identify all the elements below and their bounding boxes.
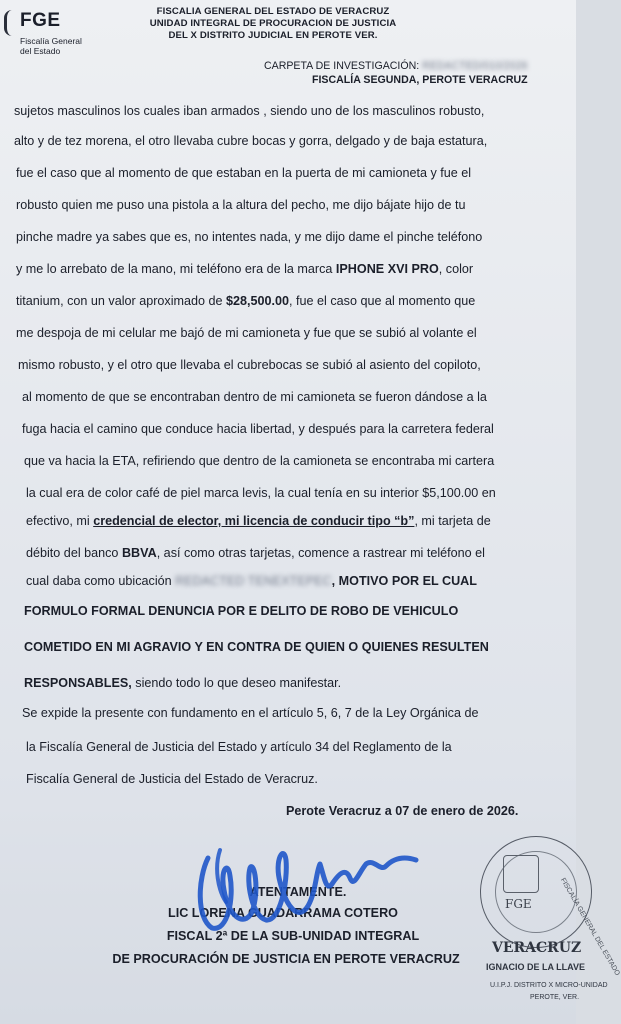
logo-name-line-1: Fiscalía General xyxy=(20,36,82,46)
header-line-3: DEL X DISTRITO JUDICIAL EN PEROTE VER. xyxy=(168,30,378,41)
body-line xyxy=(16,294,475,309)
prosecutor-office: FISCALÍA SEGUNDA, PEROTE VERACRUZ xyxy=(312,74,528,86)
stamp-line-2: IGNACIO DE LA LLAVE xyxy=(486,962,585,972)
body-line: mismo robusto, y el otro que llevaba el cubrebocas se subió al asiento del copiloto, xyxy=(18,358,481,372)
signer-title-1: FISCAL 2ª DE LA SUB-UNIDAD INTEGRAL xyxy=(166,929,420,943)
closing-salutation: ATENTAMENTE. xyxy=(249,885,347,899)
handwritten-signature xyxy=(190,820,430,940)
body-line: pinche madre ya sabes que es, no intentes nada, y me dijo dame el pinche teléfono xyxy=(16,230,483,244)
documents-list: credencial de elector, mi licencia de conducir tipo “b” xyxy=(93,514,415,528)
bank-name: BBVA xyxy=(121,546,157,560)
body-text: , color xyxy=(438,262,474,276)
body-line xyxy=(16,262,473,277)
body-line: Se expide la presente con fundamento en el artículo 5, 6, 7 de la Ley Orgánica de xyxy=(22,706,479,720)
signer-name: LIC LORENA GUADARRAMA COTERO xyxy=(168,906,398,920)
coat-of-arms-icon xyxy=(503,855,539,893)
body-line: sujetos masculinos los cuales iban armados , siendo uno de los masculinos robusto, xyxy=(14,104,485,118)
body-line-bold: FORMULO FORMAL DENUNCIA POR E DELITO DE ROBO DE VEHICULO xyxy=(24,604,459,618)
body-text: cual daba como ubicación xyxy=(26,574,176,588)
seal-abbreviation: FGE xyxy=(505,897,532,911)
case-file-reference xyxy=(264,60,528,72)
phone-value: $28,500.00 xyxy=(226,294,290,308)
body-line: la cual era de color café de piel marca levis, la cual tenía en su interior $5,100.00 en xyxy=(26,486,496,500)
body-line xyxy=(26,546,485,561)
signer-title-2: DE PROCURACIÓN DE JUSTICIA EN PEROTE VERACRUZ xyxy=(112,952,460,966)
logo-name xyxy=(20,36,90,56)
seal-ring-text: FISCALÍA GENERAL DEL ESTADO xyxy=(558,877,621,977)
body-line: Fiscalía General de Justicia del Estado de Veracruz. xyxy=(26,772,318,786)
body-line: que va hacia la ETA, refiriendo que dentro de la camioneta se encontraba mi cartera xyxy=(24,454,495,468)
body-line: robusto quien me puso una pistola a la altura del pecho, me dijo bájate hijo de tu xyxy=(16,198,466,212)
header-line-2: UNIDAD INTEGRAL DE PROCURACION DE JUSTICIA xyxy=(149,18,397,29)
body-text-bold: RESPONSABLES, xyxy=(24,676,132,690)
body-text-bold: , MOTIVO POR EL CUAL xyxy=(331,574,477,588)
header-line-1: FISCALIA GENERAL DEL ESTADO DE VERACRUZ xyxy=(156,6,390,17)
body-text: siendo todo lo que deseo manifestar. xyxy=(131,676,342,690)
location-redacted: REDACTED TENEXTEPEC xyxy=(175,574,332,588)
body-text: titanium, con un valor aproximado de xyxy=(16,294,227,308)
stamp-line-3: U.I.P.J. DISTRITO X MICRO-UNIDAD xyxy=(490,982,608,989)
body-line xyxy=(24,676,341,691)
stamp-line-1: VERACRUZ xyxy=(492,940,582,956)
body-line: me despoja de mi celular me bajó de mi camioneta y fue que se subió al volante el xyxy=(16,326,477,340)
body-line: fue el caso que al momento de que estaban en la puerta de mi camioneta y fue el xyxy=(16,166,472,180)
body-line xyxy=(26,514,491,529)
body-text: y me lo arrebato de la mano, mi teléfono era de la marca xyxy=(16,262,336,276)
place-and-date: Perote Veracruz a 07 de enero de 2026. xyxy=(286,804,519,818)
body-line: fuga hacia el camino que conduce hacia libertad, y después para la carretera federal xyxy=(22,422,494,436)
body-line xyxy=(26,574,477,589)
body-line-bold: COMETIDO EN MI AGRAVIO Y EN CONTRA DE QUIEN O QUIENES RESULTEN xyxy=(24,640,489,654)
stamp-line-4: PEROTE, VER. xyxy=(530,994,580,1001)
phone-model: IPHONE XVI PRO xyxy=(335,262,439,276)
body-line: alto y de tez morena, el otro llevaba cubre bocas y gorra, delgado y de baja estatura, xyxy=(14,134,488,148)
body-text: , fue el caso que al momento que xyxy=(289,294,476,308)
case-file-number-redacted: REDACTED/010/2026 xyxy=(422,60,528,72)
body-text: débito del banco xyxy=(26,546,122,560)
body-text: , así como otras tarjetas, comence a rastrear mi teléfono el xyxy=(156,546,485,560)
body-text: , mi tarjeta de xyxy=(414,514,491,528)
body-text: efectivo, mi xyxy=(26,514,94,528)
body-line: la Fiscalía General de Justicia del Estado y artículo 34 del Reglamento de la xyxy=(26,740,452,754)
fge-logo xyxy=(4,6,94,66)
fge-emblem-icon xyxy=(4,10,21,36)
logo-abbreviation: FGE xyxy=(20,10,61,31)
case-file-label: CARPETA DE INVESTIGACIÓN: xyxy=(264,60,420,72)
body-line: al momento de que se encontraban dentro de mi camioneta se fueron dándose a la xyxy=(22,390,487,404)
logo-name-line-2: del Estado xyxy=(20,46,61,56)
